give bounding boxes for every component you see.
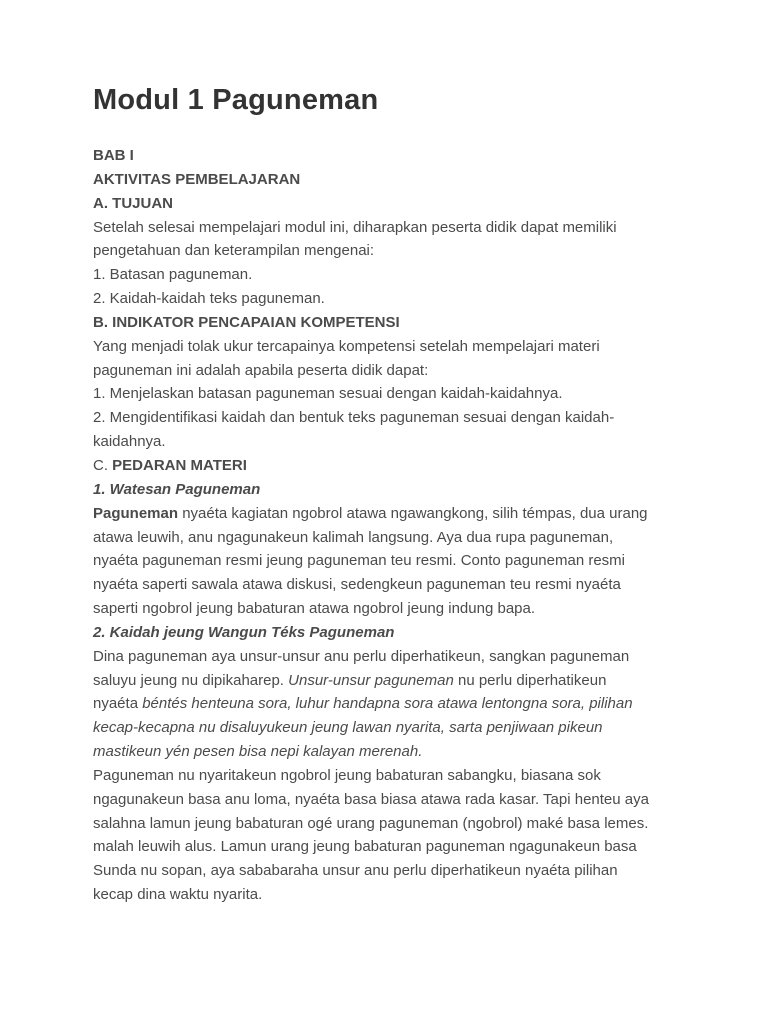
text-line bbox=[93, 645, 683, 669]
text-line bbox=[93, 359, 683, 383]
text-segment: Sunda nu sopan, aya sababaraha unsur anu perlu diperhatikeun nyaéta pilihan bbox=[93, 862, 618, 880]
text-line bbox=[93, 454, 683, 478]
text-segment: kecap-kecapna nu disaluyukeun jeung lawan nyarita, sarta penjiwaan pikeun bbox=[93, 719, 603, 737]
text-line bbox=[93, 692, 683, 716]
text-line bbox=[93, 669, 683, 693]
text-line bbox=[93, 764, 683, 788]
text-line bbox=[93, 263, 683, 287]
text-segment: saluyu jeung nu dipikaharep. bbox=[93, 671, 289, 689]
text-segment: B. INDIKATOR PENCAPAIAN KOMPETENSI bbox=[93, 313, 400, 331]
text-segment: paguneman ini adalah apabila peserta didik dapat: bbox=[93, 361, 429, 379]
text-line bbox=[93, 716, 683, 740]
text-segment: 1. Watesan Paguneman bbox=[93, 480, 261, 498]
text-line bbox=[93, 835, 683, 859]
text-segment: salahna lamun jeung babaturan ogé urang paguneman (ngobrol) maké basa lemes. bbox=[93, 814, 649, 832]
text-line bbox=[93, 287, 683, 311]
text-segment: kaidahnya. bbox=[93, 433, 166, 451]
text-segment: A. TUJUAN bbox=[93, 194, 174, 212]
text-segment: 1. Batasan paguneman. bbox=[93, 266, 253, 284]
text-segment: nyaéta kagiatan ngobrol atawa ngawangkong, silih témpas, dua urang bbox=[178, 504, 648, 522]
text-segment: mastikeun yén pesen bisa nepi kalayan merenah. bbox=[93, 743, 423, 761]
text-line bbox=[93, 144, 683, 168]
text-segment: nyaéta saperti sawala atawa diskusi, sedengkeun paguneman teu resmi nyaéta bbox=[93, 576, 621, 594]
text-segment: 1. Menjelaskan batasan paguneman sesuai dengan kaidah-kaidahnya. bbox=[93, 385, 563, 403]
text-line bbox=[93, 526, 683, 550]
text-line bbox=[93, 239, 683, 263]
text-line bbox=[93, 859, 683, 883]
text-segment: nu perlu diperhatikeun bbox=[453, 671, 607, 689]
text-line bbox=[93, 430, 683, 454]
text-segment: Paguneman nu nyaritakeun ngobrol jeung babaturan sabangku, biasana sok bbox=[93, 766, 601, 784]
text-segment: béntés henteuna sora, luhur handapna sora atawa lentongna sora, pilihan bbox=[142, 695, 633, 713]
text-line bbox=[93, 740, 683, 764]
text-segment: Unsur-unsur paguneman bbox=[288, 671, 454, 689]
text-segment: nyaéta paguneman resmi jeung paguneman teu resmi. Conto paguneman resmi bbox=[93, 552, 625, 570]
document-title: Modul 1 Paguneman bbox=[93, 84, 379, 116]
text-segment: Dina paguneman aya unsur-unsur anu perlu diperhatikeun, sangkan paguneman bbox=[93, 647, 630, 665]
text-segment: 2. Kaidah-kaidah teks paguneman. bbox=[93, 290, 325, 308]
text-segment: PEDARAN MATERI bbox=[112, 456, 247, 474]
text-line bbox=[93, 382, 683, 406]
text-line bbox=[93, 478, 683, 502]
text-segment: Paguneman bbox=[93, 504, 179, 522]
text-line bbox=[93, 192, 683, 216]
text-line bbox=[93, 788, 683, 812]
text-segment: malah leuwih alus. Lamun urang jeung babaturan paguneman ngagunakeun basa bbox=[93, 838, 637, 856]
text-segment: Setelah selesai mempelajari modul ini, diharapkan peserta didik dapat memiliki bbox=[93, 218, 617, 236]
text-segment: nyaéta bbox=[93, 695, 143, 713]
text-line bbox=[93, 502, 683, 526]
text-line bbox=[93, 597, 683, 621]
text-line bbox=[93, 168, 683, 192]
text-line bbox=[93, 216, 683, 240]
text-line bbox=[93, 335, 683, 359]
text-line bbox=[93, 549, 683, 573]
text-segment: 2. Kaidah jeung Wangun Téks Paguneman bbox=[93, 623, 395, 641]
text-segment: ngagunakeun basa anu loma, nyaéta basa biasa atawa rada kasar. Tapi henteu aya bbox=[93, 790, 649, 808]
text-segment: pengetahuan dan keterampilan mengenai: bbox=[93, 242, 375, 260]
text-segment: 2. Mengidentifikasi kaidah dan bentuk teks paguneman sesuai dengan kaidah- bbox=[93, 409, 615, 427]
text-line bbox=[93, 812, 683, 836]
text-segment: atawa leuwih, anu ngagunakeun kalimah langsung. Aya dua rupa paguneman, bbox=[93, 528, 614, 546]
text-line bbox=[93, 406, 683, 430]
text-segment: saperti ngobrol jeung babaturan atawa ngobrol jeung indung bapa. bbox=[93, 600, 536, 618]
text-line bbox=[93, 573, 683, 597]
text-line bbox=[93, 621, 683, 645]
text-segment: Yang menjadi tolak ukur tercapainya kompetensi setelah mempelajari materi bbox=[93, 337, 600, 355]
text-segment: kecap dina waktu nyarita. bbox=[93, 886, 263, 904]
text-segment: AKTIVITAS PEMBELAJARAN bbox=[93, 170, 301, 188]
document-body bbox=[93, 144, 683, 907]
text-line bbox=[93, 311, 683, 335]
text-line bbox=[93, 883, 683, 907]
text-segment: C. bbox=[93, 456, 113, 474]
text-segment: BAB I bbox=[93, 147, 134, 164]
